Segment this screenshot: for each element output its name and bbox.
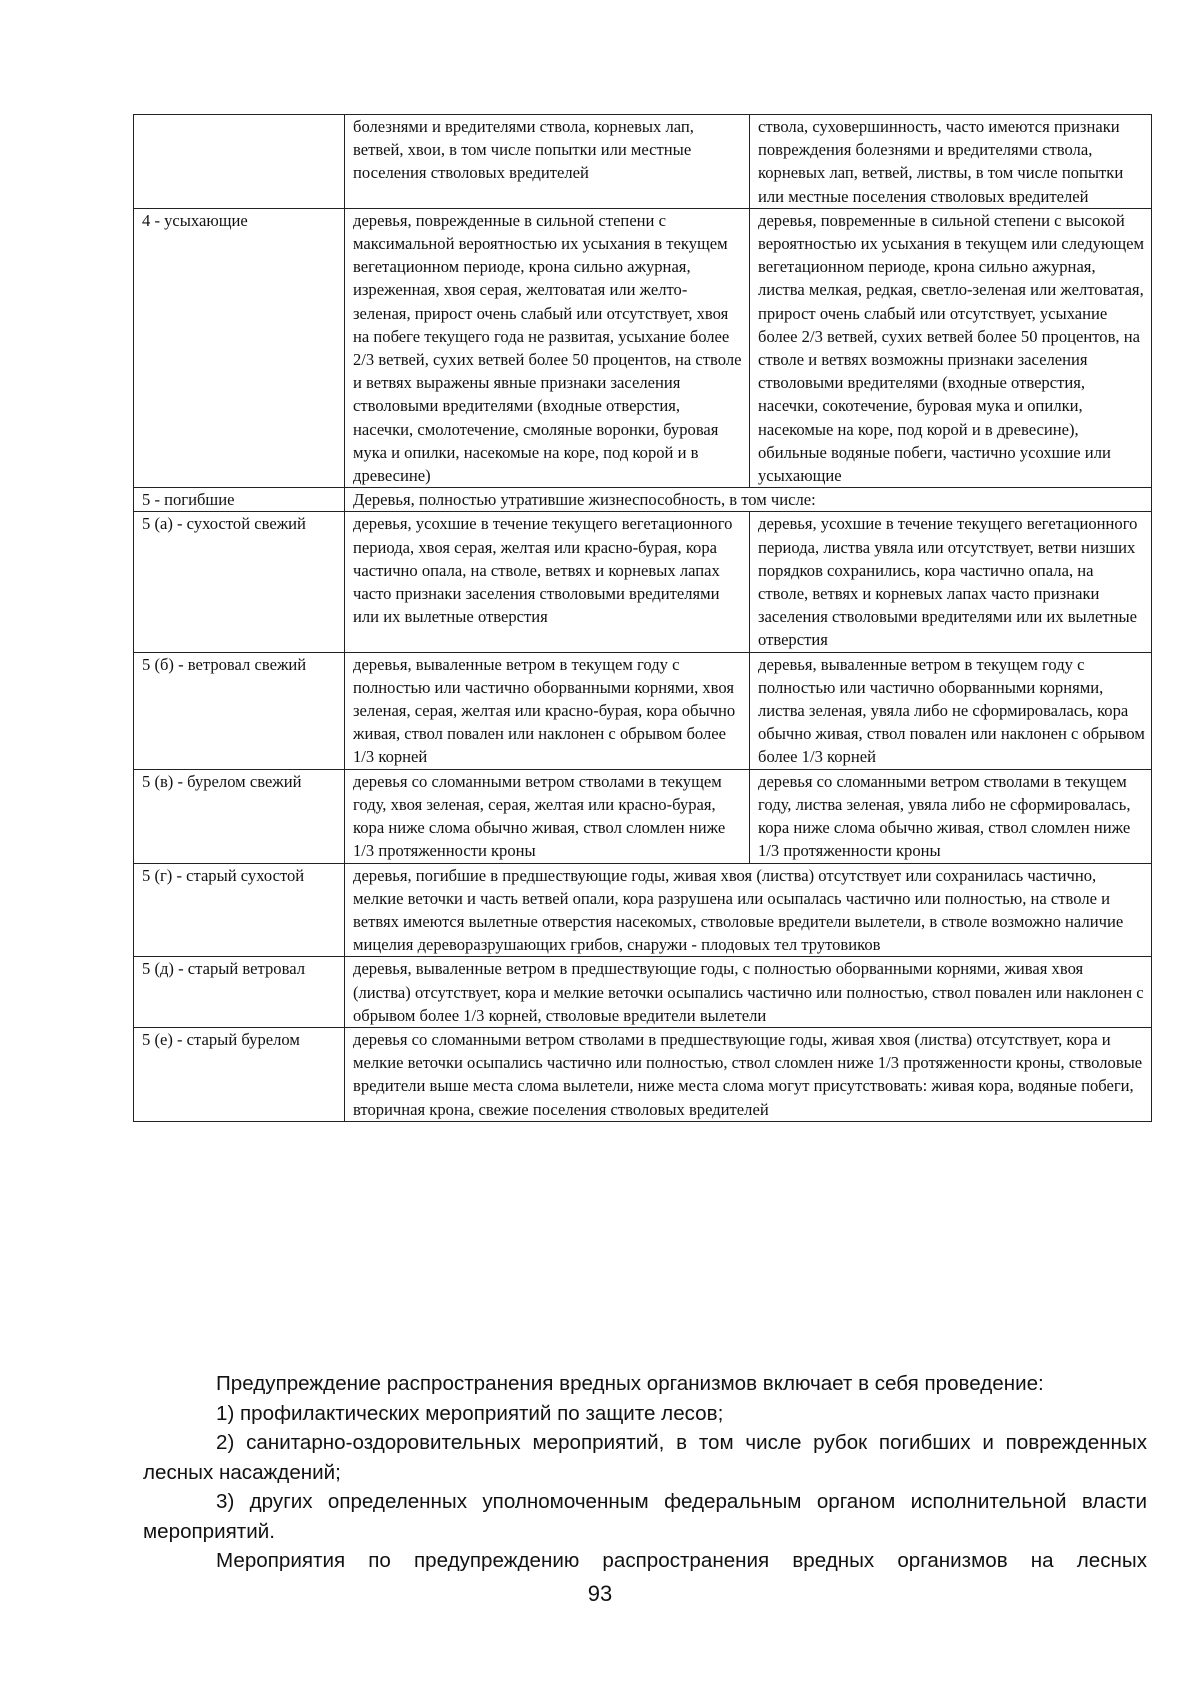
conifer-description-cell: деревья, поврежденные в сильной степени с максимальной вероятностью их усыхания в текущем вегетационном периоде, крона сильно ажурная, изреженная, хвоя серая, желтоватая или желто-зеленая, прирост очень слабый или отсутствует, хвоя на побеге текущего года не развитая, усыхание более 2/3 ветвей, сухих ветвей более 50 процентов, на стволе и ветвях выражены явные признаки заселения стволовыми вредителями (входные отверстия, насечки, смолотечение, смоляные воронки, буровая мука и опилки, насекомые на коре, под корой и в древесине) bbox=[345, 208, 750, 487]
conifer-description-cell: деревья, вываленные ветром в текущем году с полностью или частично оборванными корнями, хвоя зеленая, серая, желтая или красно-бурая, кора обычно живая, ствол повален или наклонен с обрывом более 1/3 корней bbox=[345, 652, 750, 769]
merged-description-cell: деревья, вываленные ветром в предшествующие годы, с полностью оборванными корнями, живая хвоя (листва) отсутствует, кора и мелкие веточки осыпались частично или полностью, ствол повален или наклонен с обрывом более 1/3 корней, стволовые вредители вылетели bbox=[345, 957, 1152, 1028]
merged-description-cell: Деревья, полностью утратившие жизнеспособность, в том числе: bbox=[345, 488, 1152, 512]
deciduous-description-cell: деревья со сломанными ветром стволами в текущем году, листва зеленая, увяла либо не сформировалась, кора ниже слома обычно живая, ствол сломлен ниже 1/3 протяженности кроны bbox=[750, 769, 1152, 863]
category-cell: 5 (е) - старый бурелом bbox=[134, 1027, 345, 1121]
category-cell: 5 (б) - ветровал свежий bbox=[134, 652, 345, 769]
table-row bbox=[134, 512, 1152, 652]
body-text bbox=[143, 1369, 1147, 1576]
category-cell bbox=[134, 115, 345, 209]
category-cell: 5 (в) - бурелом свежий bbox=[134, 769, 345, 863]
table-row bbox=[134, 769, 1152, 863]
page-number: 93 bbox=[587, 1581, 613, 1606]
deciduous-description-cell: деревья, повременные в сильной степени с высокой вероятностью их усыхания в текущем или следующем вегетационном периоде, крона сильно ажурная, листва мелкая, редкая, светло-зеленая или желтоватая, прирост очень слабый или отсутствует, усыхание более 2/3 ветвей, сухих ветвей более 50 процентов, на стволе и ветвях возможны признаки заселения стволовыми вредителями (входные отверстия, насечки, сокотечение, буровая мука и опилки, насекомые на коре, под корой и в древесине), обильные водяные побеги, частично усохшие или усыхающие bbox=[750, 208, 1152, 487]
deciduous-description-cell: деревья, усохшие в течение текущего вегетационного периода, листва увяла или отсутствует, ветви низших порядков сохранились, кора частично опала, на стволе, ветвях и корневых лапах часто признаки заселения стволовыми вредителями или их вылетные отверстия bbox=[750, 512, 1152, 652]
table-row bbox=[134, 488, 1152, 512]
table-row bbox=[134, 863, 1152, 957]
paragraph-item-2: 2) санитарно-оздоровительных мероприятий, в том числе рубок погибших и поврежденных лесных насаждений; bbox=[143, 1431, 1147, 1484]
paragraph-last: Мероприятия по предупреждению распространения вредных организмов на лесных bbox=[216, 1549, 1147, 1572]
paragraph-item-3: 3) других определенных уполномоченным федеральным органом исполнительной власти мероприятий. bbox=[143, 1490, 1147, 1543]
category-cell: 5 - погибшие bbox=[134, 488, 345, 512]
damage-categories-table bbox=[133, 114, 1152, 1122]
table-row bbox=[134, 957, 1152, 1028]
deciduous-description-cell: ствола, суховершинность, часто имеются признаки повреждения болезнями и вредителями ствола, корневых лап, ветвей, листвы, в том числе попытки или местные поселения стволовых вредителей bbox=[750, 115, 1152, 209]
deciduous-description-cell: деревья, вываленные ветром в текущем году с полностью или частично оборванными корнями, листва зеленая, увяла либо не сформировалась, кора обычно живая, ствол повален или наклонен с обрывом более 1/3 корней bbox=[750, 652, 1152, 769]
conifer-description-cell: деревья, усохшие в течение текущего вегетационного периода, хвоя серая, желтая или красно-бурая, кора частично опала, на стволе, ветвях и корневых лапах часто признаки заселения стволовыми вредителями или их вылетные отверстия bbox=[345, 512, 750, 652]
paragraph-intro: Предупреждение распространения вредных организмов включает в себя проведение: bbox=[216, 1372, 1044, 1395]
merged-description-cell: деревья, погибшие в предшествующие годы, живая хвоя (листва) отсутствует или сохранилась частично, мелкие веточки и часть ветвей опали, кора разрушена или осыпалась частично или полностью, на стволе и ветвях имеются вылетные отверстия насекомых, стволовые вредители вылетели, в стволе возможно наличие мицелия дереворазрушающих грибов, снаружи - плодовых тел трутовиков bbox=[345, 863, 1152, 957]
table-row bbox=[134, 115, 1152, 209]
table-row bbox=[134, 1027, 1152, 1121]
category-cell: 5 (г) - старый сухостой bbox=[134, 863, 345, 957]
paragraph-item-1: 1) профилактических мероприятий по защите лесов; bbox=[216, 1401, 724, 1425]
merged-description-cell: деревья со сломанными ветром стволами в предшествующие годы, живая хвоя (листва) отсутствует, кора и мелкие веточки осыпались частично или полностью, ствол сломлен ниже 1/3 протяженности кроны, стволовые вредители выше места слома вылетели, ниже места слома могут присутствовать: живая кора, водяные побеги, вторичная крона, свежие поселения стволовых вредителей bbox=[345, 1027, 1152, 1121]
conifer-description-cell: болезнями и вредителями ствола, корневых лап, ветвей, хвои, в том числе попытки или местные поселения стволовых вредителей bbox=[345, 115, 750, 209]
conifer-description-cell: деревья со сломанными ветром стволами в текущем году, хвоя зеленая, серая, желтая или красно-бурая, кора ниже слома обычно живая, ствол сломлен ниже 1/3 протяженности кроны bbox=[345, 769, 750, 863]
category-cell: 5 (а) - сухостой свежий bbox=[134, 512, 345, 652]
category-cell: 5 (д) - старый ветровал bbox=[134, 957, 345, 1028]
category-cell: 4 - усыхающие bbox=[134, 208, 345, 487]
table-row bbox=[134, 208, 1152, 487]
table-row bbox=[134, 652, 1152, 769]
